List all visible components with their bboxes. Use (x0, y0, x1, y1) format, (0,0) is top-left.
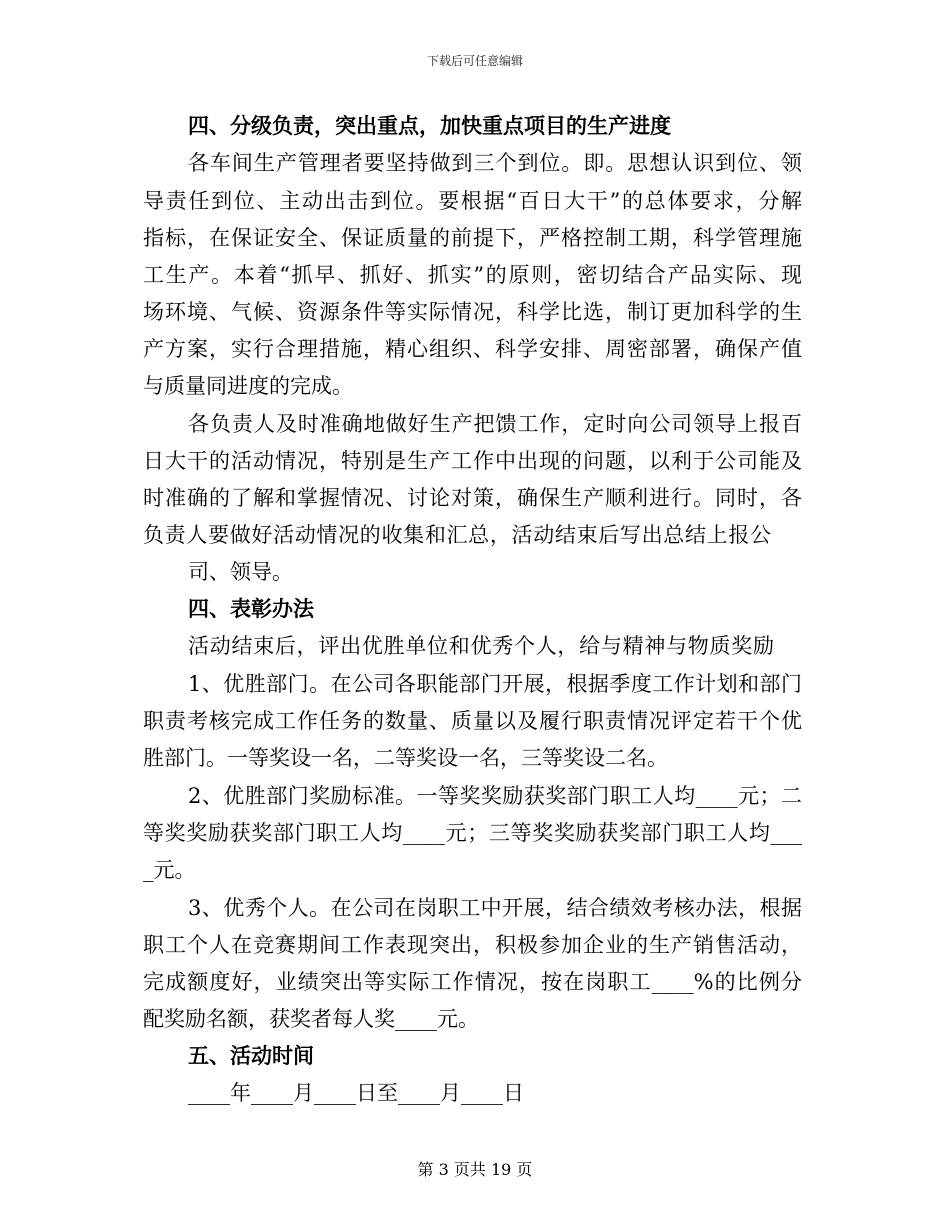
paragraph-line: _元。 (143, 858, 196, 882)
paragraph-line: 3、优秀个人。在公司在岗职工中开展，结合绩效考核办法，根据 (188, 896, 802, 920)
date-range-line: ____年____月____日至____月____日 (188, 1081, 524, 1105)
paragraph-line: 产方案，实行合理措施，精心组织、科学安排、周密部署，确保产值 (143, 337, 802, 361)
paragraph-line: 胜部门。一等奖设一名，二等奖设一名，三等奖设二名。 (143, 746, 668, 770)
paragraph-line: 负责人要做好活动情况的收集和汇总，活动结束后写出总结上报公 (143, 523, 771, 547)
paragraph-line: 各车间生产管理者要坚持做到三个到位。即。思想认识到位、领 (188, 151, 802, 175)
section-heading-production: 四、分级负责，突出重点，加快重点项目的生产进度 (188, 113, 671, 138)
page-header: 下载后可任意编辑 (426, 54, 523, 68)
paragraph-line: 工生产。本着“抓早、抓好、抓实”的原则，密切结合产品实际、现 (143, 263, 802, 287)
paragraph-line: 导责任到位、主动出击到位。要根据“百日大干”的总体要求，分解 (143, 189, 802, 213)
paragraph-line: 1、优胜部门。在公司各职能部门开展，根据季度工作计划和部门 (188, 672, 802, 696)
paragraph-line: 活动结束后，评出优胜单位和优秀个人，给与精神与物质奖励 (188, 634, 774, 658)
paragraph-line: 指标，在保证安全、保证质量的前提下，严格控制工期，科学管理施 (143, 226, 802, 250)
paragraph-line: 各负责人及时准确地做好生产把馈工作，定时向公司领导上报百 (188, 412, 802, 436)
page-footer: 第 3 页共 19 页 (417, 1160, 533, 1179)
paragraph-line: 等奖奖励获奖部门职工人均____元；三等奖奖励获奖部门职工人均___ (143, 821, 802, 845)
paragraph-line: 场环境、气候、资源条件等实际情况，科学比选，制订更加科学的生 (143, 300, 802, 324)
section-heading-time: 五、活动时间 (188, 1043, 314, 1068)
paragraph-line: 时准确的了解和掌握情况、讨论对策，确保生产顺利进行。同时，各 (143, 486, 802, 510)
paragraph-line: 职工个人在竞赛期间工作表现突出，积极参加企业的生产销售活动， (143, 933, 802, 957)
paragraph-line: 日大干的活动情况，特别是生产工作中出现的问题，以利于公司能及 (143, 449, 802, 473)
paragraph-line: 司、领导。 (188, 560, 293, 584)
paragraph-line: 配奖励名额，获奖者每人奖____元。 (143, 1007, 479, 1031)
paragraph-line: 与质量同进度的完成。 (143, 374, 353, 398)
paragraph-line: 2、优胜部门奖励标准。一等奖奖励获奖部门职工人均____元；二 (188, 784, 802, 808)
paragraph-line: 完成额度好，业绩突出等实际工作情况，按在岗职工____%的比例分 (143, 970, 802, 994)
paragraph-line: 职责考核完成工作任务的数量、质量以及履行职责情况评定若干个优 (143, 709, 802, 733)
section-heading-awards: 四、表彰办法 (188, 596, 314, 621)
